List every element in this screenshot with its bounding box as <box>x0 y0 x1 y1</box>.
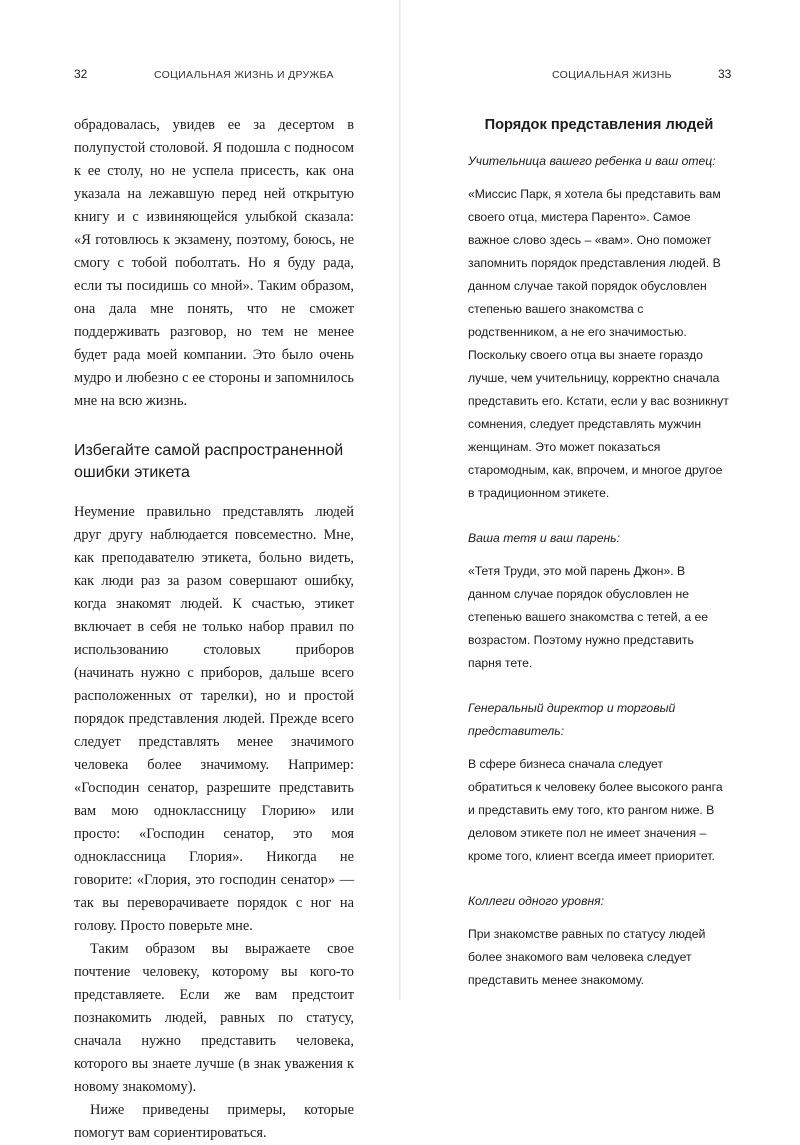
running-head: СОЦИАЛЬНАЯ ЖИЗНЬ И ДРУЖБА <box>154 69 334 81</box>
case-label: Ваша тетя и ваш парень: <box>468 531 620 545</box>
example-case <box>468 890 730 992</box>
page-number: 33 <box>718 67 732 81</box>
section-title: Порядок представления людей <box>484 117 714 133</box>
left-page-body <box>74 114 354 1145</box>
page-number: 32 <box>74 67 88 81</box>
running-head: СОЦИАЛЬНАЯ ЖИЗНЬ <box>552 69 672 81</box>
right-page-body <box>468 114 730 1014</box>
body-paragraph: обрадовалась, увидев ее за десертом в полупустой столовой. Я подошла с подносом к ее столу, но не успела присесть, как она указала на лежавшую перед ней открытую книгу и с извиняющейся улыбкой сказала: «Я готовлюсь к экзамену, поэтому, боюсь, не смогу с тобой поболтать. Но я буду рада, если ты посидишь со мной». Таким образом, она дала мне понять, что не сможет поддерживать разговор, но тем не менее будет рада моей компании. Это было очень мудро и любезно с ее стороны и запомнилось мне на всю жизнь. <box>74 117 354 409</box>
case-label: Генеральный директор и торговый представитель: <box>468 701 676 738</box>
body-paragraph: Ниже приведены примеры, которые помогут вам сориентироваться. <box>74 1102 354 1141</box>
case-text: В сфере бизнеса сначала следует обратиться к человеку более высокого ранга и представить ему того, кто рангом ниже. В деловом этикете пол не имеет значения – кроме того, клиент всегда имеет приоритет. <box>468 757 723 863</box>
case-label: Учительница вашего ребенка и ваш отец: <box>468 154 716 168</box>
left-page <box>0 0 400 1141</box>
case-text: При знакомстве равных по статусу людей более знакомого вам человека следует представить менее знакомому. <box>468 927 706 987</box>
case-text: «Миссис Парк, я хотела бы представить вам своего отца, мистера Паренто». Самое важное слово здесь – «вам». Оно поможет запомнить порядок представления людей. В данном случае такой порядок обусловлен степенью вашего знакомства с родственником, а не его значимостью. Поскольку своего отца вы знаете гораздо лучше, чем учительницу, корректно сначала представить его. Кстати, если у вас возникнут сомнения, следует представлять мужчин женщинам. Это может показаться старомодным, как, впрочем, и многое другое в традиционном этикете. <box>468 187 729 500</box>
right-page <box>400 0 800 1000</box>
case-label: Коллеги одного уровня: <box>468 894 605 908</box>
body-paragraph: Неумение правильно представлять людей друг другу наблюдается повсеместно. Мне, как преподавателю этикета, больно видеть, как люди раз за разом совершают ошибку, когда знакомят людей. К счастью, этикет включает в себя не только набор правил по использованию столовых приборов (начинать нужно с приборов, дальше всего расположенных от тарелки), но и простой порядок представления людей. Прежде всего следует представлять менее значимого человека более значимому. Например: «Господин сенатор, разрешите представить вам мою одноклассницу Глорию» или просто: «Господин сенатор, это моя одноклассница Глория». Никогда не говорите: «Глория, это господин сенатор» — так вы переворачиваете порядок с ног на голову. Просто поверьте мне. <box>74 504 354 934</box>
example-case <box>468 150 730 505</box>
case-text: «Тетя Труди, это мой парень Джон». В данном случае порядок обусловлен не степенью вашего знакомства с тетей, а ее возрастом. Поэтому нужно представить парня тете. <box>468 564 709 670</box>
section-heading: Избегайте самой распространенной ошибки этикета <box>74 442 344 481</box>
example-case <box>468 697 730 868</box>
body-paragraph: Таким образом вы выражаете свое почтение человеку, которому вы кого-то представляете. Если же вам предстоит познакомить людей, равных по статусу, сначала нужно представить человека, которого вы знаете лучше (в знак уважения к новому знакомому). <box>74 941 354 1095</box>
example-case <box>468 527 730 675</box>
